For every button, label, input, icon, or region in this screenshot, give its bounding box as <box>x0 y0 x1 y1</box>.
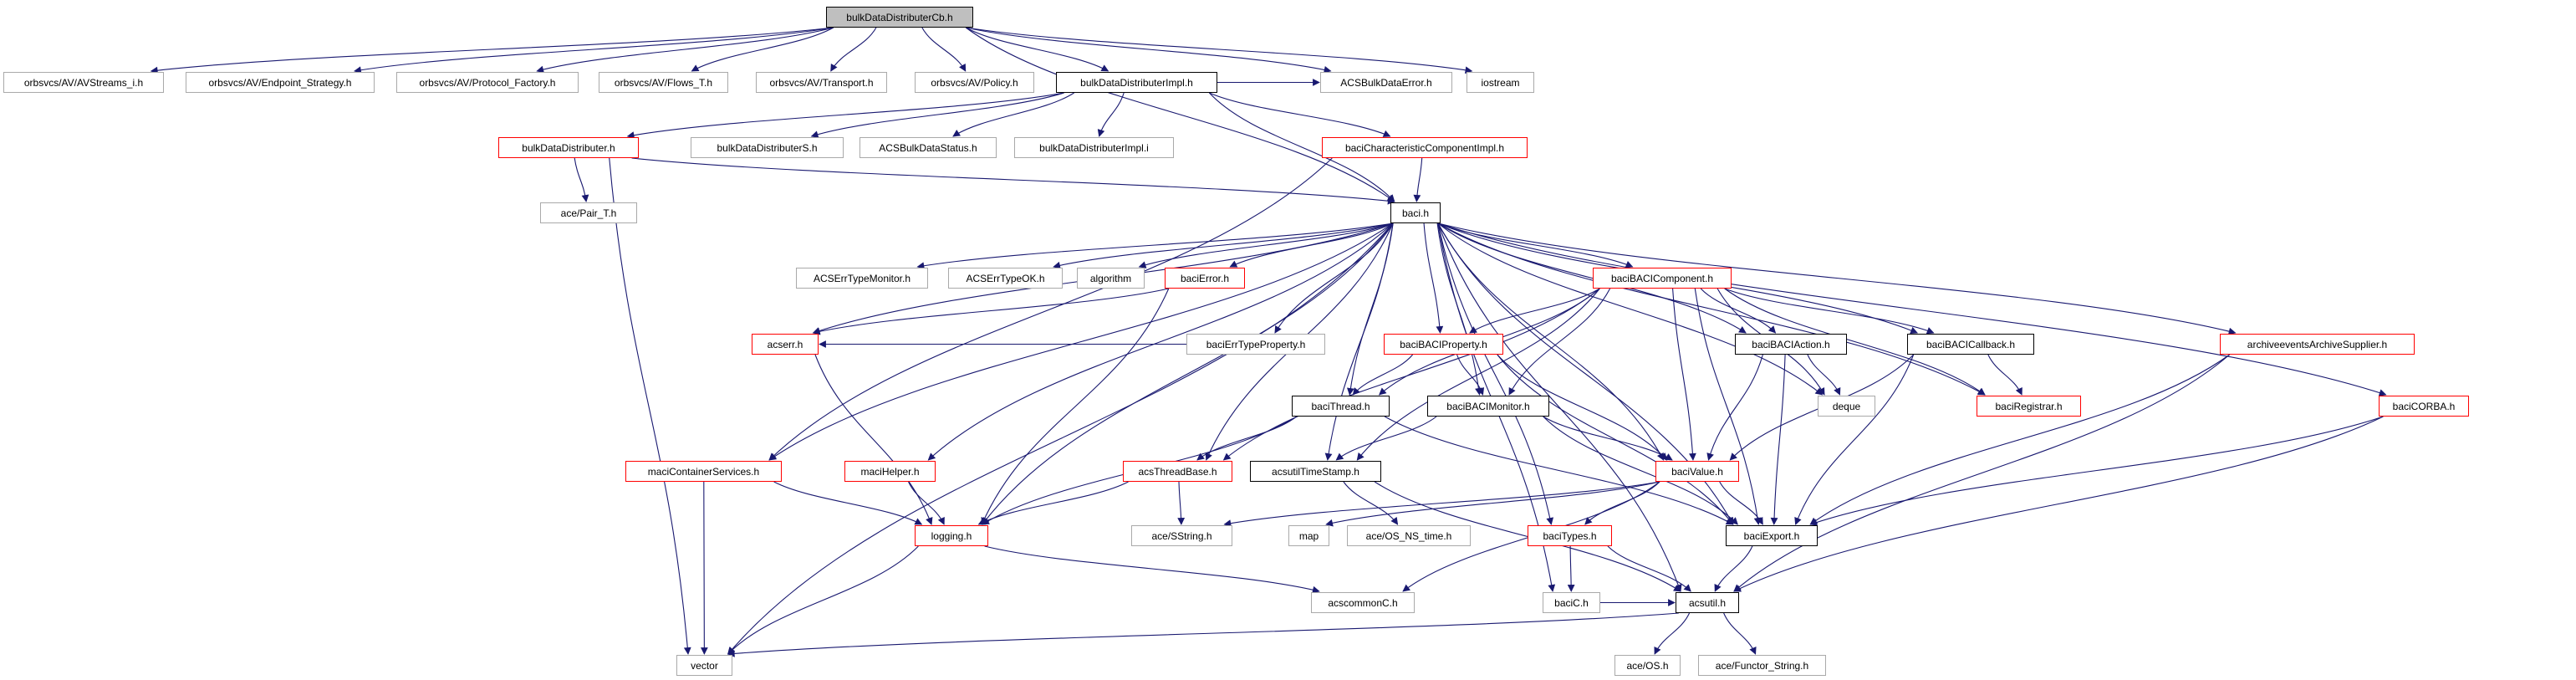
node-aceos: ace/OS.h <box>1614 655 1681 676</box>
edge-baci-to-acserrmon <box>917 223 1393 267</box>
edge-baciprop-to-bacithread <box>1353 355 1412 395</box>
node-acserr[interactable]: acserr.h <box>752 334 819 355</box>
node-baciexport[interactable]: baciExport.h <box>1726 525 1818 546</box>
node-avstreams: orbsvcs/AV/AVStreams_i.h <box>3 72 164 93</box>
edge-distributer-to-pair <box>574 158 586 202</box>
edge-acsutil-to-vector <box>728 613 1679 654</box>
node-bacicomp[interactable]: baciBACIComponent.h <box>1593 268 1732 289</box>
node-policy: orbsvcs/AV/Policy.h <box>915 72 1034 93</box>
node-acscommonc: acscommonC.h <box>1311 592 1415 613</box>
node-baci[interactable]: baci.h <box>1390 202 1441 223</box>
node-maciservices[interactable]: maciContainerServices.h <box>625 461 782 482</box>
edge-baci-to-deque <box>1438 223 1823 395</box>
edge-baci-to-algorithm <box>1140 223 1393 267</box>
edge-bacithread-to-acsthread <box>1197 417 1297 460</box>
edge-bacicomp-to-baciexport <box>1695 289 1758 524</box>
edge-bacicallback-to-baciexport <box>1796 355 1914 524</box>
edge-baciaction-to-deque <box>1808 355 1840 395</box>
edge-bacierror-to-logging <box>982 289 1168 524</box>
edge-acsutil-to-aceos <box>1655 613 1689 654</box>
edge-bacivalue-to-bacitypes <box>1585 482 1660 524</box>
node-flows: orbsvcs/AV/Flows_T.h <box>599 72 728 93</box>
edge-root-to-avstreams <box>151 28 834 71</box>
edge-root-to-baci <box>966 28 1395 202</box>
edge-baciexport-to-acsutil <box>1715 546 1752 591</box>
edge-bacierror-to-acserr <box>814 289 1169 333</box>
node-protocol: orbsvcs/AV/Protocol_Factory.h <box>396 72 579 93</box>
node-bdstatus: ACSBulkDataStatus.h <box>860 137 997 158</box>
edge-distimpl-to-distributer <box>628 93 1064 136</box>
edge-logging-to-acscommonc <box>985 546 1319 591</box>
node-bacicallback[interactable]: baciBACICallback.h <box>1907 334 2034 355</box>
node-acsthread[interactable]: acsThreadBase.h <box>1123 461 1232 482</box>
edge-bacicallback-to-baciregistrar <box>1988 355 2022 395</box>
edge-bacivalue-to-map <box>1326 482 1660 524</box>
node-distributer[interactable]: bulkDataDistributer.h <box>498 137 639 158</box>
edge-bacicomp-to-acsthread <box>1224 289 1600 460</box>
edge-archive-to-baciexport <box>1810 355 2229 524</box>
node-distimpl[interactable]: bulkDataDistributerImpl.h <box>1056 72 1217 93</box>
edge-distimpl-to-bdstatus <box>953 93 1074 136</box>
node-dists: bulkDataDistributerS.h <box>691 137 844 158</box>
node-deque: deque <box>1818 396 1875 417</box>
edge-root-to-transport <box>831 28 876 71</box>
node-endpoint: orbsvcs/AV/Endpoint_Strategy.h <box>186 72 375 93</box>
node-transport: orbsvcs/AV/Transport.h <box>756 72 887 93</box>
edge-bacivalue-to-sstring <box>1224 482 1660 524</box>
node-vector: vector <box>676 655 732 676</box>
edge-distributer-to-baci <box>632 158 1395 202</box>
node-macihelper[interactable]: maciHelper.h <box>844 461 936 482</box>
edge-bacivalue-to-baciexport <box>1720 482 1763 524</box>
node-bacivalue[interactable]: baciValue.h <box>1655 461 1739 482</box>
node-acsutil[interactable]: acsutil.h <box>1676 592 1739 613</box>
node-bcci[interactable]: baciCharacteristicComponentImpl.h <box>1322 137 1528 158</box>
edge-root-to-iostream <box>966 28 1472 71</box>
node-pair: ace/Pair_T.h <box>540 202 637 223</box>
node-distimpli: bulkDataDistributerImpl.i <box>1014 137 1174 158</box>
edge-bacicorba-to-baciexport <box>1810 417 2383 524</box>
node-root: bulkDataDistributerCb.h <box>826 7 973 28</box>
edge-logging-to-vector <box>728 546 919 654</box>
node-bacitypes[interactable]: baciTypes.h <box>1528 525 1612 546</box>
node-map: map <box>1288 525 1329 546</box>
node-bderror: ACSBulkDataError.h <box>1320 72 1452 93</box>
edge-baci-to-bacitypes <box>1438 223 1551 524</box>
node-baciregistrar[interactable]: baciRegistrar.h <box>1977 396 2081 417</box>
edge-acsthread-to-sstring <box>1179 482 1181 524</box>
edge-maciservices-to-logging <box>774 482 922 524</box>
edge-archive-to-acsutil <box>1734 355 2230 591</box>
edge-bacicomp-to-baciprop <box>1470 289 1599 333</box>
node-algorithm: algorithm <box>1077 268 1145 289</box>
edge-baciaction-to-baciexport <box>1774 355 1785 524</box>
edge-distimpl-to-distimpli <box>1099 93 1125 136</box>
edge-root-to-policy <box>922 28 966 71</box>
node-logging[interactable]: logging.h <box>915 525 988 546</box>
edge-acserr-to-logging <box>815 355 931 524</box>
node-baciaction[interactable]: baciBACIAction.h <box>1735 334 1847 355</box>
node-sstring: ace/SString.h <box>1131 525 1232 546</box>
node-functor: ace/Functor_String.h <box>1698 655 1826 676</box>
edge-distributer-to-vector <box>610 158 688 654</box>
edge-bacicomp-to-timestamp <box>1357 289 1599 460</box>
node-osnstime: ace/OS_NS_time.h <box>1347 525 1471 546</box>
edge-baci-to-baciregistrar <box>1438 223 1985 395</box>
node-acserrok: ACSErrTypeOK.h <box>948 268 1063 289</box>
edge-bacicomp-to-bacicallback <box>1725 289 1934 333</box>
node-baciprop[interactable]: baciBACIProperty.h <box>1384 334 1503 355</box>
edge-maciservices-to-vector <box>704 482 705 654</box>
node-bacierror[interactable]: baciError.h <box>1165 268 1245 289</box>
edge-bacimonitor-to-timestamp <box>1336 417 1436 460</box>
node-bacic: baciC.h <box>1543 592 1600 613</box>
edge-acsutil-to-functor <box>1724 613 1756 654</box>
edge-root-to-protocol <box>537 28 834 71</box>
node-errtypeprop: baciErrTypeProperty.h <box>1186 334 1325 355</box>
edge-bacimonitor-to-bacivalue <box>1543 417 1672 460</box>
edge-root-to-distimpl <box>966 28 1108 71</box>
node-bacimonitor[interactable]: baciBACIMonitor.h <box>1427 396 1549 417</box>
node-archive[interactable]: archiveeventsArchiveSupplier.h <box>2220 334 2415 355</box>
edge-bacicomp-to-bacivalue <box>1673 289 1693 460</box>
edge-bcci-to-baci <box>1416 158 1421 202</box>
edge-baci-to-baciprop <box>1424 223 1440 333</box>
edge-bacitypes-to-bacic <box>1570 546 1571 591</box>
edge-baciaction-to-bacivalue <box>1708 355 1762 460</box>
node-iostream: iostream <box>1467 72 1534 93</box>
node-timestamp[interactable]: acsutilTimeStamp.h <box>1250 461 1381 482</box>
node-bacicorba[interactable]: baciCORBA.h <box>2379 396 2469 417</box>
node-bacithread[interactable]: baciThread.h <box>1292 396 1390 417</box>
edge-timestamp-to-osnstime <box>1344 482 1398 524</box>
node-acserrmon: ACSErrTypeMonitor.h <box>796 268 928 289</box>
edge-bacicorba-to-acsutil <box>1734 417 2383 591</box>
edge-macihelper-to-logging <box>909 482 945 524</box>
